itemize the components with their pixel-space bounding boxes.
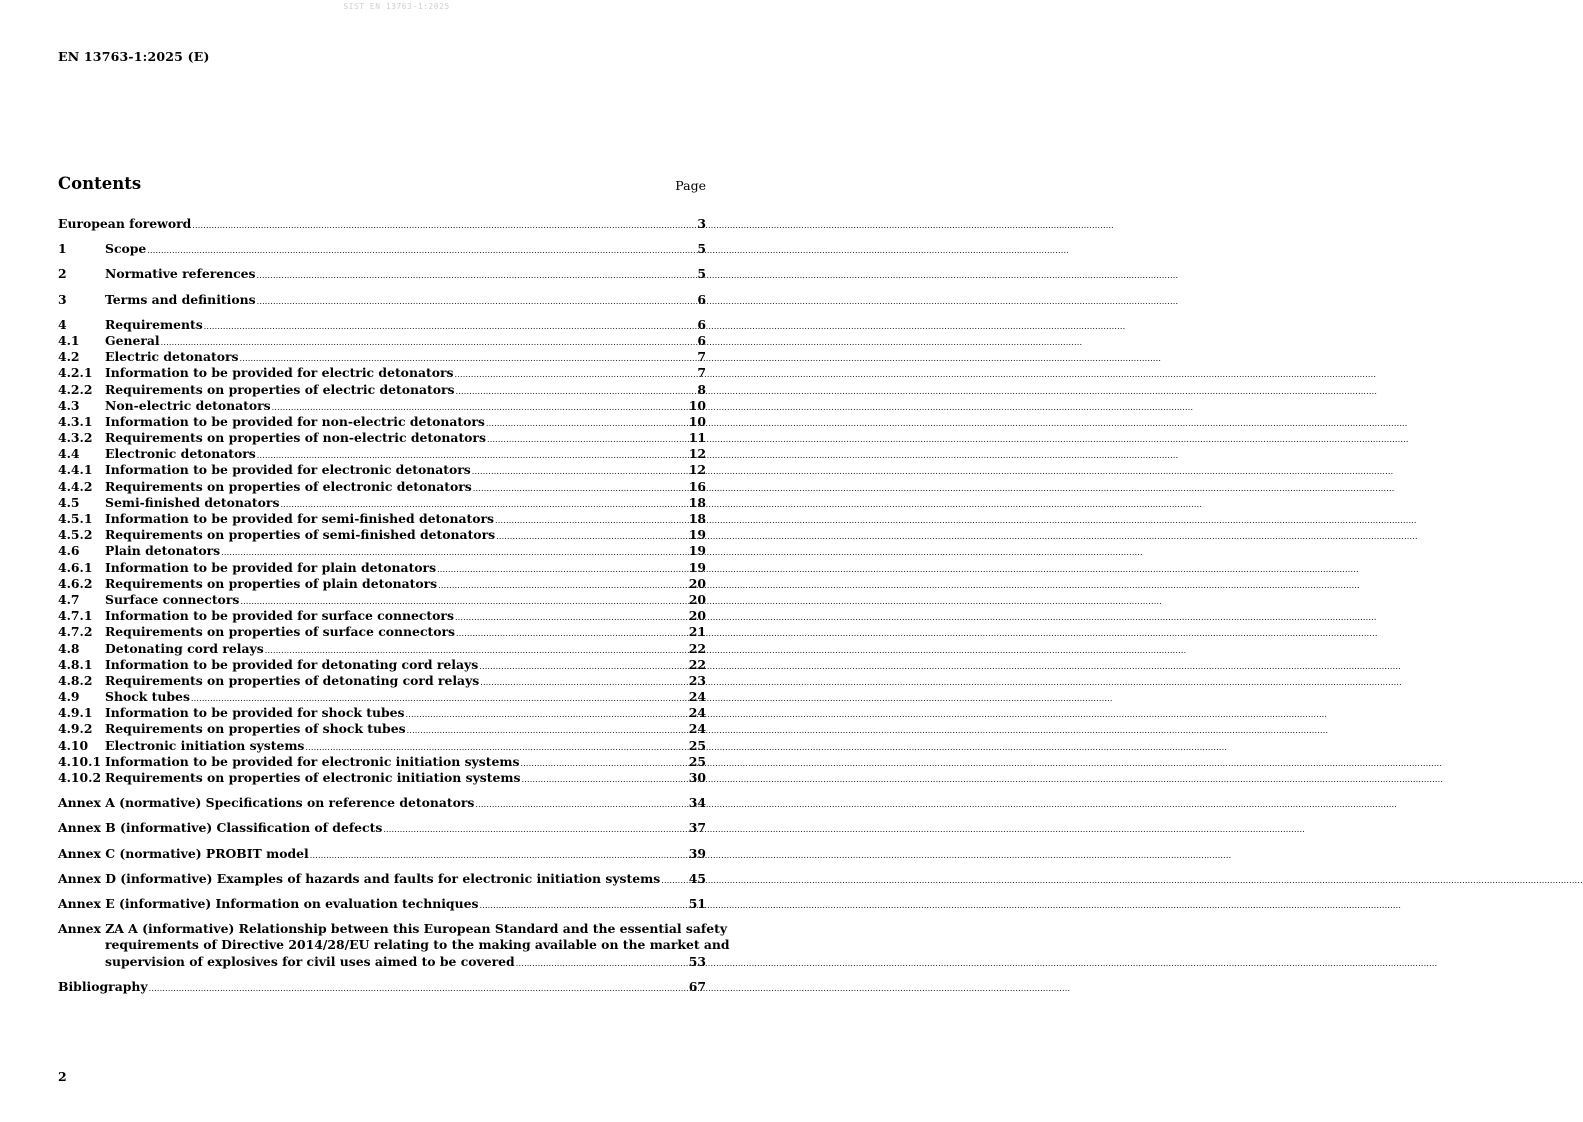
toc-entry-title: Surface connectors — [105, 591, 240, 607]
toc-entry-title: European foreword — [58, 216, 192, 231]
toc-leader-dots — [486, 416, 688, 432]
toc-entry-number: 4.2 — [58, 349, 80, 365]
toc-entry-page: 25 — [688, 737, 706, 753]
toc-entry-page: 24 — [688, 705, 706, 721]
toc-entry-page: 12 — [688, 462, 706, 478]
toc-entry[interactable] — [58, 795, 706, 811]
toc-entry-title: Shock tubes — [105, 689, 190, 705]
toc-entry-title: Electric detonators — [105, 349, 239, 365]
toc-entry-number: 2 — [58, 266, 67, 282]
toc-entry-page: 67 — [688, 978, 706, 994]
toc-entry[interactable] — [58, 398, 706, 414]
toc-entry-page: 12 — [688, 446, 706, 462]
toc-leader-dots — [437, 562, 688, 578]
toc-entry-title: Information to be provided for electronic initiation systems — [105, 753, 520, 769]
toc-entry-number: 4.9.2 — [58, 721, 93, 737]
toc-leader-dots — [310, 848, 688, 864]
toc-entry-number: 4.8.1 — [58, 656, 93, 672]
toc-entry-title: Normative references — [105, 266, 256, 282]
toc-entry[interactable] — [58, 770, 706, 786]
toc-entry[interactable] — [58, 216, 706, 232]
toc-leader-dots — [520, 756, 687, 772]
toc-entry-number: 4.2.2 — [58, 381, 93, 397]
toc-entry-number: 4.2.1 — [58, 365, 93, 381]
toc-leader-dots — [661, 873, 688, 889]
toc-entry-title: Information to be provided for surface connectors — [105, 608, 454, 624]
toc-leader-dots — [407, 723, 688, 739]
toc-entry-number: 4.9 — [58, 689, 80, 705]
page-column-header: Page — [675, 178, 706, 193]
toc-entry-title: Scope — [105, 241, 147, 257]
toc-entry[interactable] — [58, 846, 706, 862]
toc-entry[interactable] — [58, 576, 706, 592]
toc-entry-page: 22 — [688, 640, 706, 656]
toc-entry-page: 19 — [688, 543, 706, 559]
toc-entry-number: 4.4.1 — [58, 462, 93, 478]
toc-entry-page: 8 — [697, 381, 706, 397]
toc-entry-page: 37 — [688, 820, 706, 836]
toc-entry[interactable] — [58, 430, 706, 446]
toc-entry-title: Plain detonators — [105, 543, 221, 559]
toc-entry-title: Bibliography — [58, 978, 148, 994]
contents-heading: Contents — [58, 174, 142, 193]
toc-entry[interactable] — [58, 641, 706, 657]
toc-entry-title: Annex ZA A (informative) Relationship between this European Standard and the essential safety — [58, 921, 728, 937]
toc-entry-number: 4 — [58, 316, 67, 332]
toc-leader-dots — [147, 243, 696, 259]
toc-entry-title: Requirements on properties of semi-finished detonators — [105, 527, 496, 543]
toc-leader-dots — [521, 772, 687, 788]
toc-entry-title: Requirements on properties of electronic initiation systems — [105, 770, 521, 785]
toc-entry[interactable] — [58, 479, 706, 495]
toc-leader-dots — [438, 578, 688, 594]
toc-entry-title: Annex E (informative) Information on evaluation techniques — [58, 895, 479, 911]
toc-leader-dots — [473, 481, 688, 497]
toc-leader-dots — [456, 384, 697, 400]
toc-entry-page: 20 — [688, 608, 706, 624]
toc-entry-page: 45 — [688, 870, 706, 886]
toc-leader-dots — [257, 294, 697, 310]
toc-entry-page: 7 — [697, 365, 706, 381]
toc-entry-page: 6 — [697, 291, 706, 307]
toc-entry-page: 6 — [697, 316, 706, 332]
toc-entry-number: 4.1 — [58, 332, 80, 348]
toc-leader-dots — [479, 898, 687, 914]
toc-leader-dots — [161, 335, 697, 351]
toc-entry-title: Semi-finished detonators — [105, 494, 280, 510]
toc-entry-title: Detonating cord relays — [105, 640, 264, 656]
toc-entry[interactable] — [58, 365, 706, 381]
toc-entry-number: 4.10 — [58, 737, 89, 753]
toc-entry-title: Non-electric detonators — [105, 397, 271, 413]
toc-entry-page: 10 — [688, 397, 706, 413]
toc-entry-page: 3 — [697, 216, 706, 231]
toc-leader-dots — [475, 797, 687, 813]
toc-entry-number: 4.4.2 — [58, 478, 93, 494]
toc-entry[interactable] — [58, 333, 706, 349]
toc-entry[interactable] — [58, 292, 706, 308]
toc-leader-dots — [149, 981, 688, 997]
toc-entry-title: Requirements on properties of electric detonators — [105, 381, 455, 397]
toc-leader-dots — [383, 822, 687, 838]
toc-entry-page: 19 — [688, 527, 706, 543]
toc-entry-page: 6 — [697, 332, 706, 348]
toc-entry-page: 11 — [688, 430, 706, 446]
toc-entry[interactable] — [58, 446, 706, 462]
toc-entry-title: General — [105, 332, 160, 348]
toc-leader-dots — [192, 218, 696, 234]
toc-entry-page: 10 — [688, 413, 706, 429]
toc-entry-number: 4.10.2 — [58, 770, 102, 785]
toc-leader-dots — [496, 529, 688, 545]
document-id: EN 13763-1:2025 (E) — [58, 49, 210, 64]
toc-entry[interactable] — [58, 349, 706, 365]
toc-leader-dots — [472, 464, 688, 480]
toc-entry-number: 3 — [58, 291, 67, 307]
toc-entry-title: Information to be provided for electric detonators — [105, 365, 454, 381]
toc-entry-title: Information to be provided for shock tubes — [105, 705, 405, 721]
toc-leader-dots — [257, 268, 697, 284]
toc-entry-number: 4.3.1 — [58, 413, 93, 429]
toc-entry-bibliography[interactable] — [58, 979, 706, 995]
toc-entry-title: Electronic detonators — [105, 446, 256, 462]
toc-leader-dots — [479, 659, 688, 675]
toc-entry-title: Annex B (informative) Classification of defects — [58, 820, 383, 836]
toc-entry-title: Information to be provided for non-electric detonators — [105, 413, 485, 429]
toc-entry-page: 21 — [688, 624, 706, 640]
toc-entry-number: 4.6.2 — [58, 575, 93, 591]
toc-entry-page: 5 — [697, 241, 706, 257]
toc-entry-title: Requirements on properties of shock tubes — [105, 721, 406, 737]
toc-entry-page: 53 — [688, 953, 706, 969]
table-of-contents — [58, 216, 730, 995]
toc-entry[interactable] — [58, 624, 706, 640]
toc-entry-title: Requirements on properties of detonating cord relays — [105, 672, 480, 688]
toc-leader-dots — [516, 956, 688, 972]
toc-entry-title: Information to be provided for detonating cord relays — [105, 656, 479, 672]
toc-entry-page: 34 — [688, 795, 706, 811]
toc-entry-page: 24 — [688, 689, 706, 705]
toc-entry-title: Requirements — [105, 316, 203, 332]
toc-entry-title: Information to be provided for electronic detonators — [105, 462, 471, 478]
toc-entry-page: 22 — [688, 656, 706, 672]
watermark: SIST EN 13763-1:2025 — [343, 2, 450, 11]
toc-entry[interactable] — [58, 820, 706, 836]
toc-entry-title: Requirements on properties of non-electric detonators — [105, 430, 486, 446]
toc-entry[interactable] — [58, 738, 706, 754]
toc-entry-number: 4.5 — [58, 494, 80, 510]
toc-entry[interactable] — [58, 462, 706, 478]
toc-leader-dots — [480, 675, 688, 691]
toc-entry-number: 4.6 — [58, 543, 80, 559]
toc-entry-number: 4.8 — [58, 640, 80, 656]
toc-entry-title: Requirements on properties of surface connectors — [105, 624, 455, 640]
toc-entry-page: 5 — [697, 266, 706, 282]
toc-entry[interactable] — [58, 689, 706, 705]
toc-entry[interactable] — [58, 560, 706, 576]
toc-entry-number: 4.3 — [58, 397, 80, 413]
toc-entry-title: Requirements on properties of plain detonators — [105, 575, 438, 591]
toc-entry[interactable] — [58, 721, 706, 737]
toc-entry-title: Information to be provided for semi-finished detonators — [105, 511, 495, 526]
toc-entry-page: 25 — [688, 753, 706, 769]
toc-entry[interactable] — [58, 527, 706, 543]
toc-entry-number: 4.4 — [58, 446, 80, 462]
toc-entry[interactable] — [58, 241, 706, 257]
toc-entry-number: 4.9.1 — [58, 705, 93, 721]
toc-entry[interactable] — [58, 592, 706, 608]
toc-entry-title: Annex A (normative) Specifications on reference detonators — [58, 795, 475, 811]
toc-entry-title: Annex C (normative) PROBIT model — [58, 845, 309, 861]
toc-entries — [58, 216, 706, 912]
toc-entry-number: 4.7 — [58, 591, 80, 607]
toc-entry[interactable] — [58, 608, 706, 624]
toc-entry[interactable] — [58, 657, 706, 673]
page-number: 2 — [58, 1069, 67, 1084]
toc-entry-page: 30 — [688, 770, 706, 785]
toc-entry[interactable] — [58, 382, 706, 398]
toc-leader-dots — [406, 707, 688, 723]
toc-entry[interactable] — [58, 754, 706, 770]
toc-entry-annex-za[interactable] — [58, 921, 730, 970]
toc-leader-dots — [456, 626, 688, 642]
toc-entry-page: 18 — [688, 494, 706, 510]
toc-entry-page: 20 — [688, 591, 706, 607]
toc-entry[interactable] — [58, 511, 706, 527]
toc-entry-page: 39 — [688, 845, 706, 861]
toc-entry-number: 4.3.2 — [58, 430, 93, 446]
toc-entry-page: 16 — [688, 478, 706, 494]
toc-entry-title: Requirements on properties of electronic detonators — [105, 478, 472, 494]
toc-entry[interactable] — [58, 705, 706, 721]
toc-entry-page: 7 — [697, 349, 706, 365]
toc-entry-page: 18 — [688, 511, 706, 526]
toc-entry-page: 23 — [688, 672, 706, 688]
toc-entry-page: 24 — [688, 721, 706, 737]
toc-entry-title: Electronic initiation systems — [105, 737, 305, 753]
toc-leader-dots — [454, 367, 696, 383]
toc-entry-title: Information to be provided for plain detonators — [105, 559, 437, 575]
toc-entry[interactable] — [58, 317, 706, 333]
toc-entry-title: Annex D (informative) Examples of hazards and faults for electronic initiation systems — [58, 870, 661, 886]
toc-entry-number: 4.7.1 — [58, 608, 93, 624]
toc-entry-page: 19 — [688, 559, 706, 575]
toc-entry-title: supervision of explosives for civil uses aimed to be covered — [105, 953, 515, 969]
toc-entry[interactable] — [58, 495, 706, 511]
toc-leader-dots — [455, 610, 688, 626]
toc-entry[interactable] — [58, 414, 706, 430]
toc-entry-title: requirements of Directive 2014/28/EU relating to the making available on the market and — [105, 937, 730, 953]
toc-leader-dots — [495, 513, 688, 529]
toc-leader-dots — [487, 432, 688, 448]
toc-entry-number: 1 — [58, 241, 67, 257]
toc-entry-number: 4.6.1 — [58, 559, 93, 575]
toc-leader-dots — [204, 319, 697, 335]
toc-entry-page: 20 — [688, 575, 706, 591]
toc-entry[interactable] — [58, 871, 706, 887]
toc-entry[interactable] — [58, 266, 706, 282]
toc-entry-number: 4.7.2 — [58, 624, 93, 640]
toc-entry-title: Terms and definitions — [105, 291, 256, 307]
toc-entry-last-line — [58, 954, 706, 970]
toc-entry-number: 4.5.1 — [58, 511, 93, 526]
toc-entry[interactable] — [58, 673, 706, 689]
toc-entry-number: 4.10.1 — [58, 753, 102, 769]
toc-entry-number: 4.5.2 — [58, 527, 93, 543]
toc-entry[interactable] — [58, 543, 706, 559]
toc-entry-page: 51 — [688, 895, 706, 911]
toc-entry[interactable] — [58, 896, 706, 912]
toc-entry-number: 4.8.2 — [58, 672, 93, 688]
